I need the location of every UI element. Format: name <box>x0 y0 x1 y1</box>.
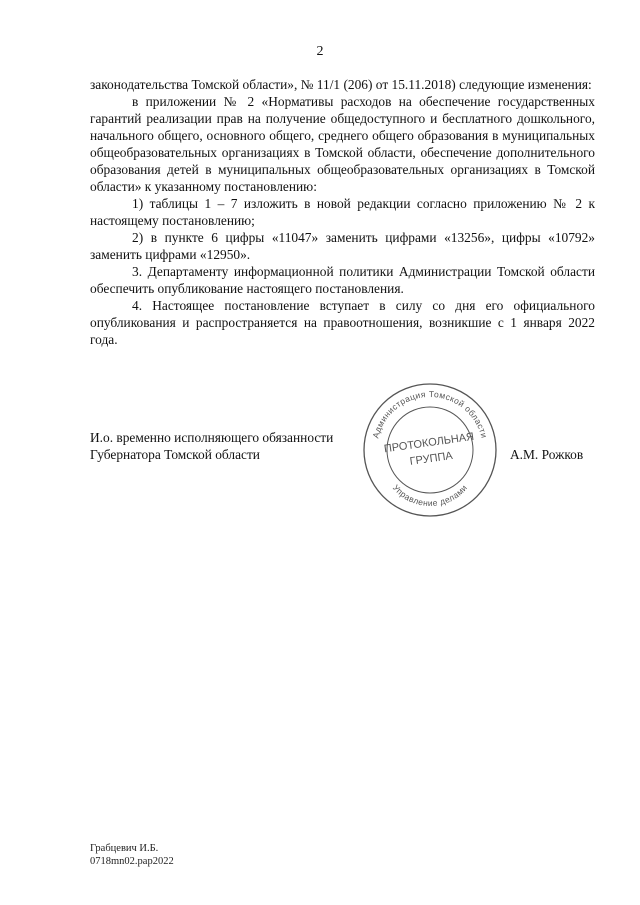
file-code: 0718mn02.pap2022 <box>90 856 174 867</box>
official-stamp <box>360 380 500 520</box>
svg-text:Управление делами <box>391 483 469 508</box>
executor-name: Грабцевич И.Б. <box>90 843 159 854</box>
paragraph-continuation: законодательства Томской области», № 11/1 (206) от 15.11.2018) следующие изменения: <box>90 77 592 92</box>
paragraph-appendix-change: в приложении № 2 «Нормативы расходов на обеспечение государственных гарантий реализации прав на получение общедоступного и бесплатного дошкольного, начального общего, основного общего, среднего общего образования в муниципальных общеобразовательных организациях в Томской области, обеспечение дополнительного образования детей в муниципальных общеобразовательных организациях в Томской области» к указанному постановлению: <box>90 94 595 194</box>
paragraph-item-2: 2) в пункте 6 цифры «11047» заменить цифрами «13256», цифры «10792» заменить цифрами «12950». <box>90 230 595 262</box>
signatory-name: А.М. Рожков <box>510 447 584 462</box>
stamp-outer-text: Администрация Томской области <box>370 388 490 440</box>
document-body <box>90 76 595 348</box>
paragraph-clause-3: 3. Департаменту информационной политики Администрации Томской области обеспечить опубликование настоящего постановления. <box>90 264 595 296</box>
signatory-position-line-1: И.о. временно исполняющего обязанности <box>90 430 334 445</box>
signatory-position <box>90 429 333 463</box>
paragraph-item-1: 1) таблицы 1 – 7 изложить в новой редакции согласно приложению № 2 к настоящему постановлению; <box>90 196 595 228</box>
signatory-position-line-2: Губернатора Томской области <box>90 447 260 462</box>
stamp-center-line-1: ПРОТОКОЛЬНАЯ <box>383 430 475 456</box>
paragraph-clause-4: 4. Настоящее постановление вступает в силу со дня его официального опубликования и распространяется на правоотношения, возникшие с 1 января 2022 года. <box>90 298 595 347</box>
page-number: 2 <box>316 44 324 59</box>
stamp-bottom-text: Управление делами <box>390 482 470 509</box>
stamp-center-line-2: ГРУППА <box>409 449 454 468</box>
document-footer <box>90 842 174 868</box>
